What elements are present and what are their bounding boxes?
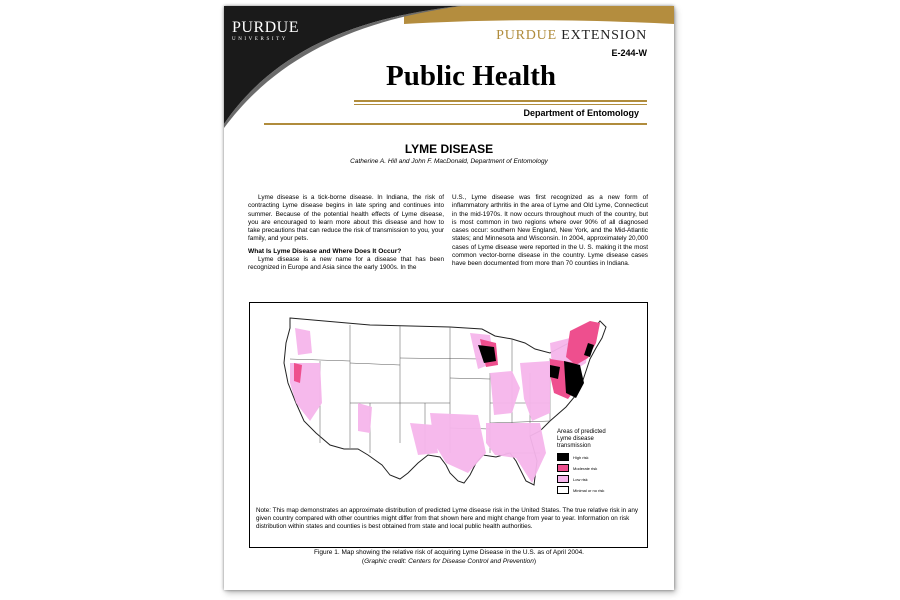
doc-code: E-244-W bbox=[611, 48, 647, 58]
legend-row-low bbox=[557, 475, 613, 483]
gold-swoosh bbox=[404, 6, 674, 24]
legend-swatch-minimal bbox=[557, 486, 569, 494]
section-heading: What Is Lyme Disease and Where Does It Occur? bbox=[248, 247, 402, 255]
logo-wordmark: PURDUE bbox=[232, 19, 300, 36]
caption-text: Figure 1. Map showing the relative risk of acquiring Lyme Disease in the U.S. as of April 2004. bbox=[313, 549, 584, 556]
article-authors: Catherine A. Hill and John F. MacDonald, Department of Entomology bbox=[350, 158, 548, 165]
legend-row-minimal bbox=[557, 486, 613, 494]
document-page bbox=[224, 6, 674, 590]
text-column-right bbox=[452, 194, 648, 273]
caption-close-paren: ) bbox=[533, 557, 537, 565]
caption-credit: Graphic credit: Centers for Disease Control and Prevention bbox=[364, 557, 534, 565]
title-rule-top bbox=[354, 100, 647, 102]
extension-label bbox=[496, 28, 647, 44]
legend-swatch-high bbox=[557, 453, 569, 461]
section-paragraph-1: Lyme disease is a new name for a disease that has been recognized in Europe and Asia since the early 1900s. In the bbox=[248, 256, 444, 272]
legend-row-high bbox=[557, 453, 613, 461]
series-title: Public Health bbox=[386, 60, 556, 92]
legend-title: Areas of predicted Lyme disease transmission bbox=[557, 429, 606, 449]
department-rule bbox=[264, 123, 647, 125]
legend-row-moderate bbox=[557, 464, 613, 472]
figure-note: Note: This map demonstrates an approximate distribution of predicted Lyme disease risk in the United States. The true relative risk in any given country compared with other countries might differ from that shown here and might change from year to year. Information on risk distribution within states and counties is best obtained from state and local public health authorities. bbox=[256, 507, 639, 531]
text-column-left bbox=[248, 194, 444, 277]
extension-word-extension: EXTENSION bbox=[561, 28, 647, 43]
figure-caption bbox=[224, 549, 674, 566]
title-rule-bottom bbox=[354, 104, 647, 105]
caption-open-paren: ( bbox=[361, 557, 365, 565]
legend-swatch-low bbox=[557, 475, 569, 483]
intro-paragraph: Lyme disease is a tick-borne disease. In Indiana, the risk of contracting Lyme disease begins in late spring and continues into summer. Because of the potential health effects of Lyme disease, you are encouraged to learn more about this disease and how to take precautions that can reduce the risk of transmission to you, your family, and your pets. bbox=[248, 194, 444, 243]
legend-label-moderate: Moderate risk bbox=[573, 465, 598, 471]
figure-box bbox=[249, 302, 648, 548]
legend-label-minimal: Minimal or no risk bbox=[573, 487, 605, 493]
extension-word-purdue: PURDUE bbox=[496, 28, 557, 43]
department: Department of Entomology bbox=[523, 108, 639, 118]
legend-label-high: High risk bbox=[573, 454, 589, 460]
section-paragraph-2: U.S., Lyme disease was first recognized as a new form of inflammatory arthritis in the area of Lyme and Old Lyme, Connecticut in the mid-1970s. It now occurs throughout much of the country, but is most common in two regions where over 90% of all diagnosed cases occur: southern New England, New York, and the Mid-Atlantic states; and Minnesota and Wisconsin. In 2004, approximately 20,000 cases of Lyme disease were reported in the U. S. making it the most common vector-borne disease in the country. Lyme disease cases have been documented from more than 70 counties in Indiana. bbox=[452, 194, 648, 268]
legend-swatch-moderate bbox=[557, 464, 569, 472]
article-title: LYME DISEASE bbox=[404, 142, 494, 156]
purdue-logo[interactable] bbox=[232, 20, 299, 42]
logo-subtitle: UNIVERSITY bbox=[232, 37, 288, 42]
map-legend bbox=[557, 429, 613, 494]
legend-label-low: Low risk bbox=[573, 476, 588, 482]
